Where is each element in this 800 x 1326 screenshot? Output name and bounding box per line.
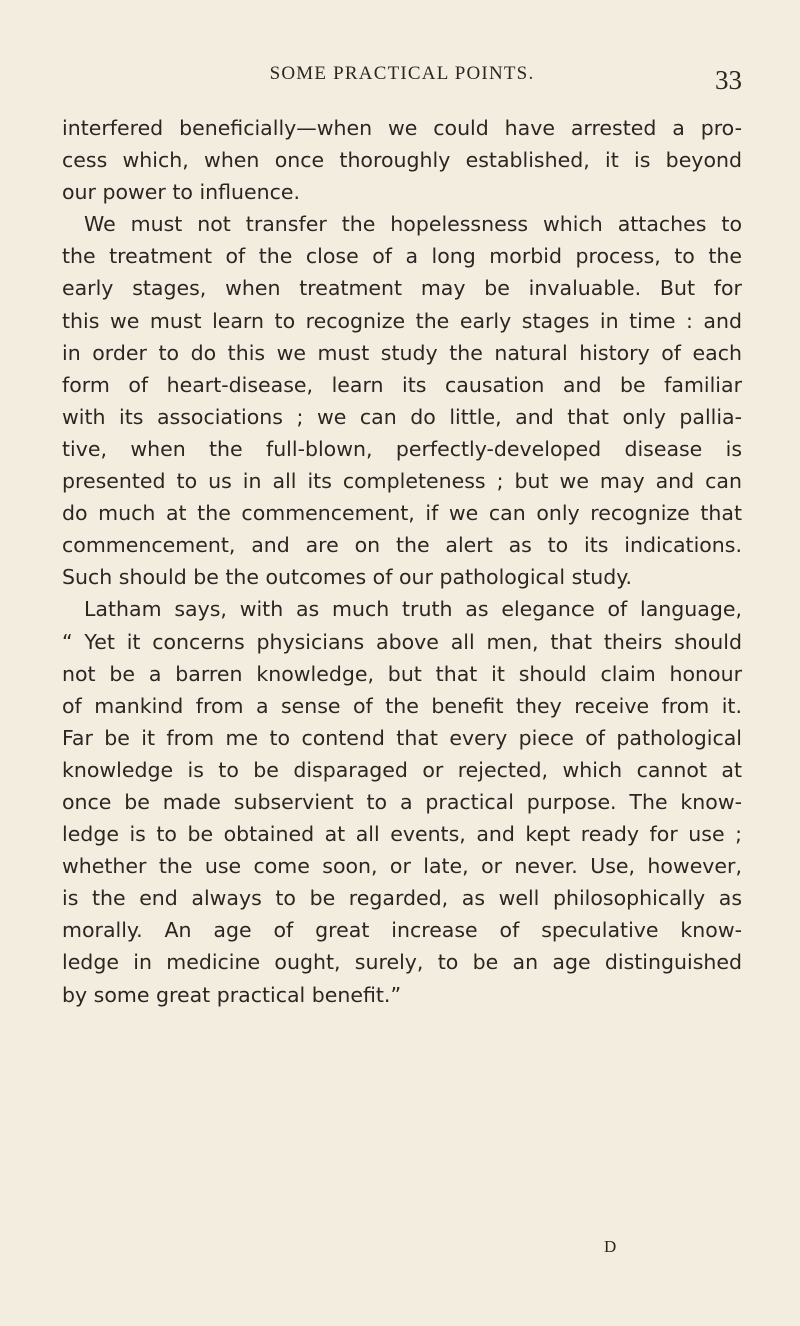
body-text xyxy=(62,112,742,1011)
page-number: 33 xyxy=(715,65,742,95)
paragraph xyxy=(62,593,742,1010)
running-head xyxy=(62,60,742,94)
text-line: this we must learn to recognize the early stages in time : and xyxy=(62,308,742,333)
text-line: Far be it from me to contend that every piece of pathological xyxy=(62,725,742,750)
text-line: of mankind from a sense of the benefit they receive from it. xyxy=(62,693,742,718)
text-line: Such should be the outcomes of our pathological study. xyxy=(62,565,633,590)
text-line: “ Yet it concerns physicians above all men, that theirs should xyxy=(62,629,742,654)
text-line: early stages, when treatment may be invaluable. But for xyxy=(62,276,742,301)
signature-mark: D xyxy=(604,1237,617,1256)
text-line: in order to do this we must study the natural history of each xyxy=(62,340,742,365)
paragraph xyxy=(62,112,742,208)
text-line: Latham says, with as much truth as elegance of language, xyxy=(84,597,742,622)
running-title: SOME PRACTICAL POINTS. xyxy=(269,63,535,84)
text-line: do much at the commencement, if we can only recognize that xyxy=(62,501,742,526)
text-line: interfered beneficially—when we could have arrested a pro- xyxy=(62,116,742,140)
text-line: We must not transfer the hopelessness which attaches to xyxy=(84,212,742,237)
text-line: the treatment of the close of a long morbid process, to the xyxy=(62,244,742,269)
text-line: tive, when the full-blown, perfectly-developed disease is xyxy=(62,436,742,461)
text-line: our power to influence. xyxy=(62,180,301,205)
text-line: ledge is to be obtained at all events, and kept ready for use ; xyxy=(62,822,742,847)
text-line: form of heart-disease, learn its causation and be familiar xyxy=(62,372,742,397)
text-line: with its associations ; we can do little, and that only pallia- xyxy=(62,404,742,429)
paragraph xyxy=(62,208,742,593)
text-line: by some great practical benefit.” xyxy=(62,982,402,1007)
text-line: ledge in medicine ought, surely, to be an age distinguished xyxy=(62,950,742,975)
text-line: presented to us in all its completeness ; but we may and can xyxy=(62,469,742,494)
text-line: knowledge is to be disparaged or rejected, which cannot at xyxy=(62,757,742,782)
text-line: whether the use come soon, or late, or never. Use, however, xyxy=(62,854,742,879)
text-line: not be a barren knowledge, but that it should claim honour xyxy=(62,661,742,686)
text-line: morally. An age of great increase of speculative know- xyxy=(62,918,742,943)
text-line: is the end always to be regarded, as well philosophically as xyxy=(62,886,742,911)
text-line: cess which, when once thoroughly established, it is beyond xyxy=(62,148,742,173)
text-line: once be made subservient to a practical purpose. The know- xyxy=(62,789,742,814)
text-line: commencement, and are on the alert as to its indications. xyxy=(62,533,742,558)
